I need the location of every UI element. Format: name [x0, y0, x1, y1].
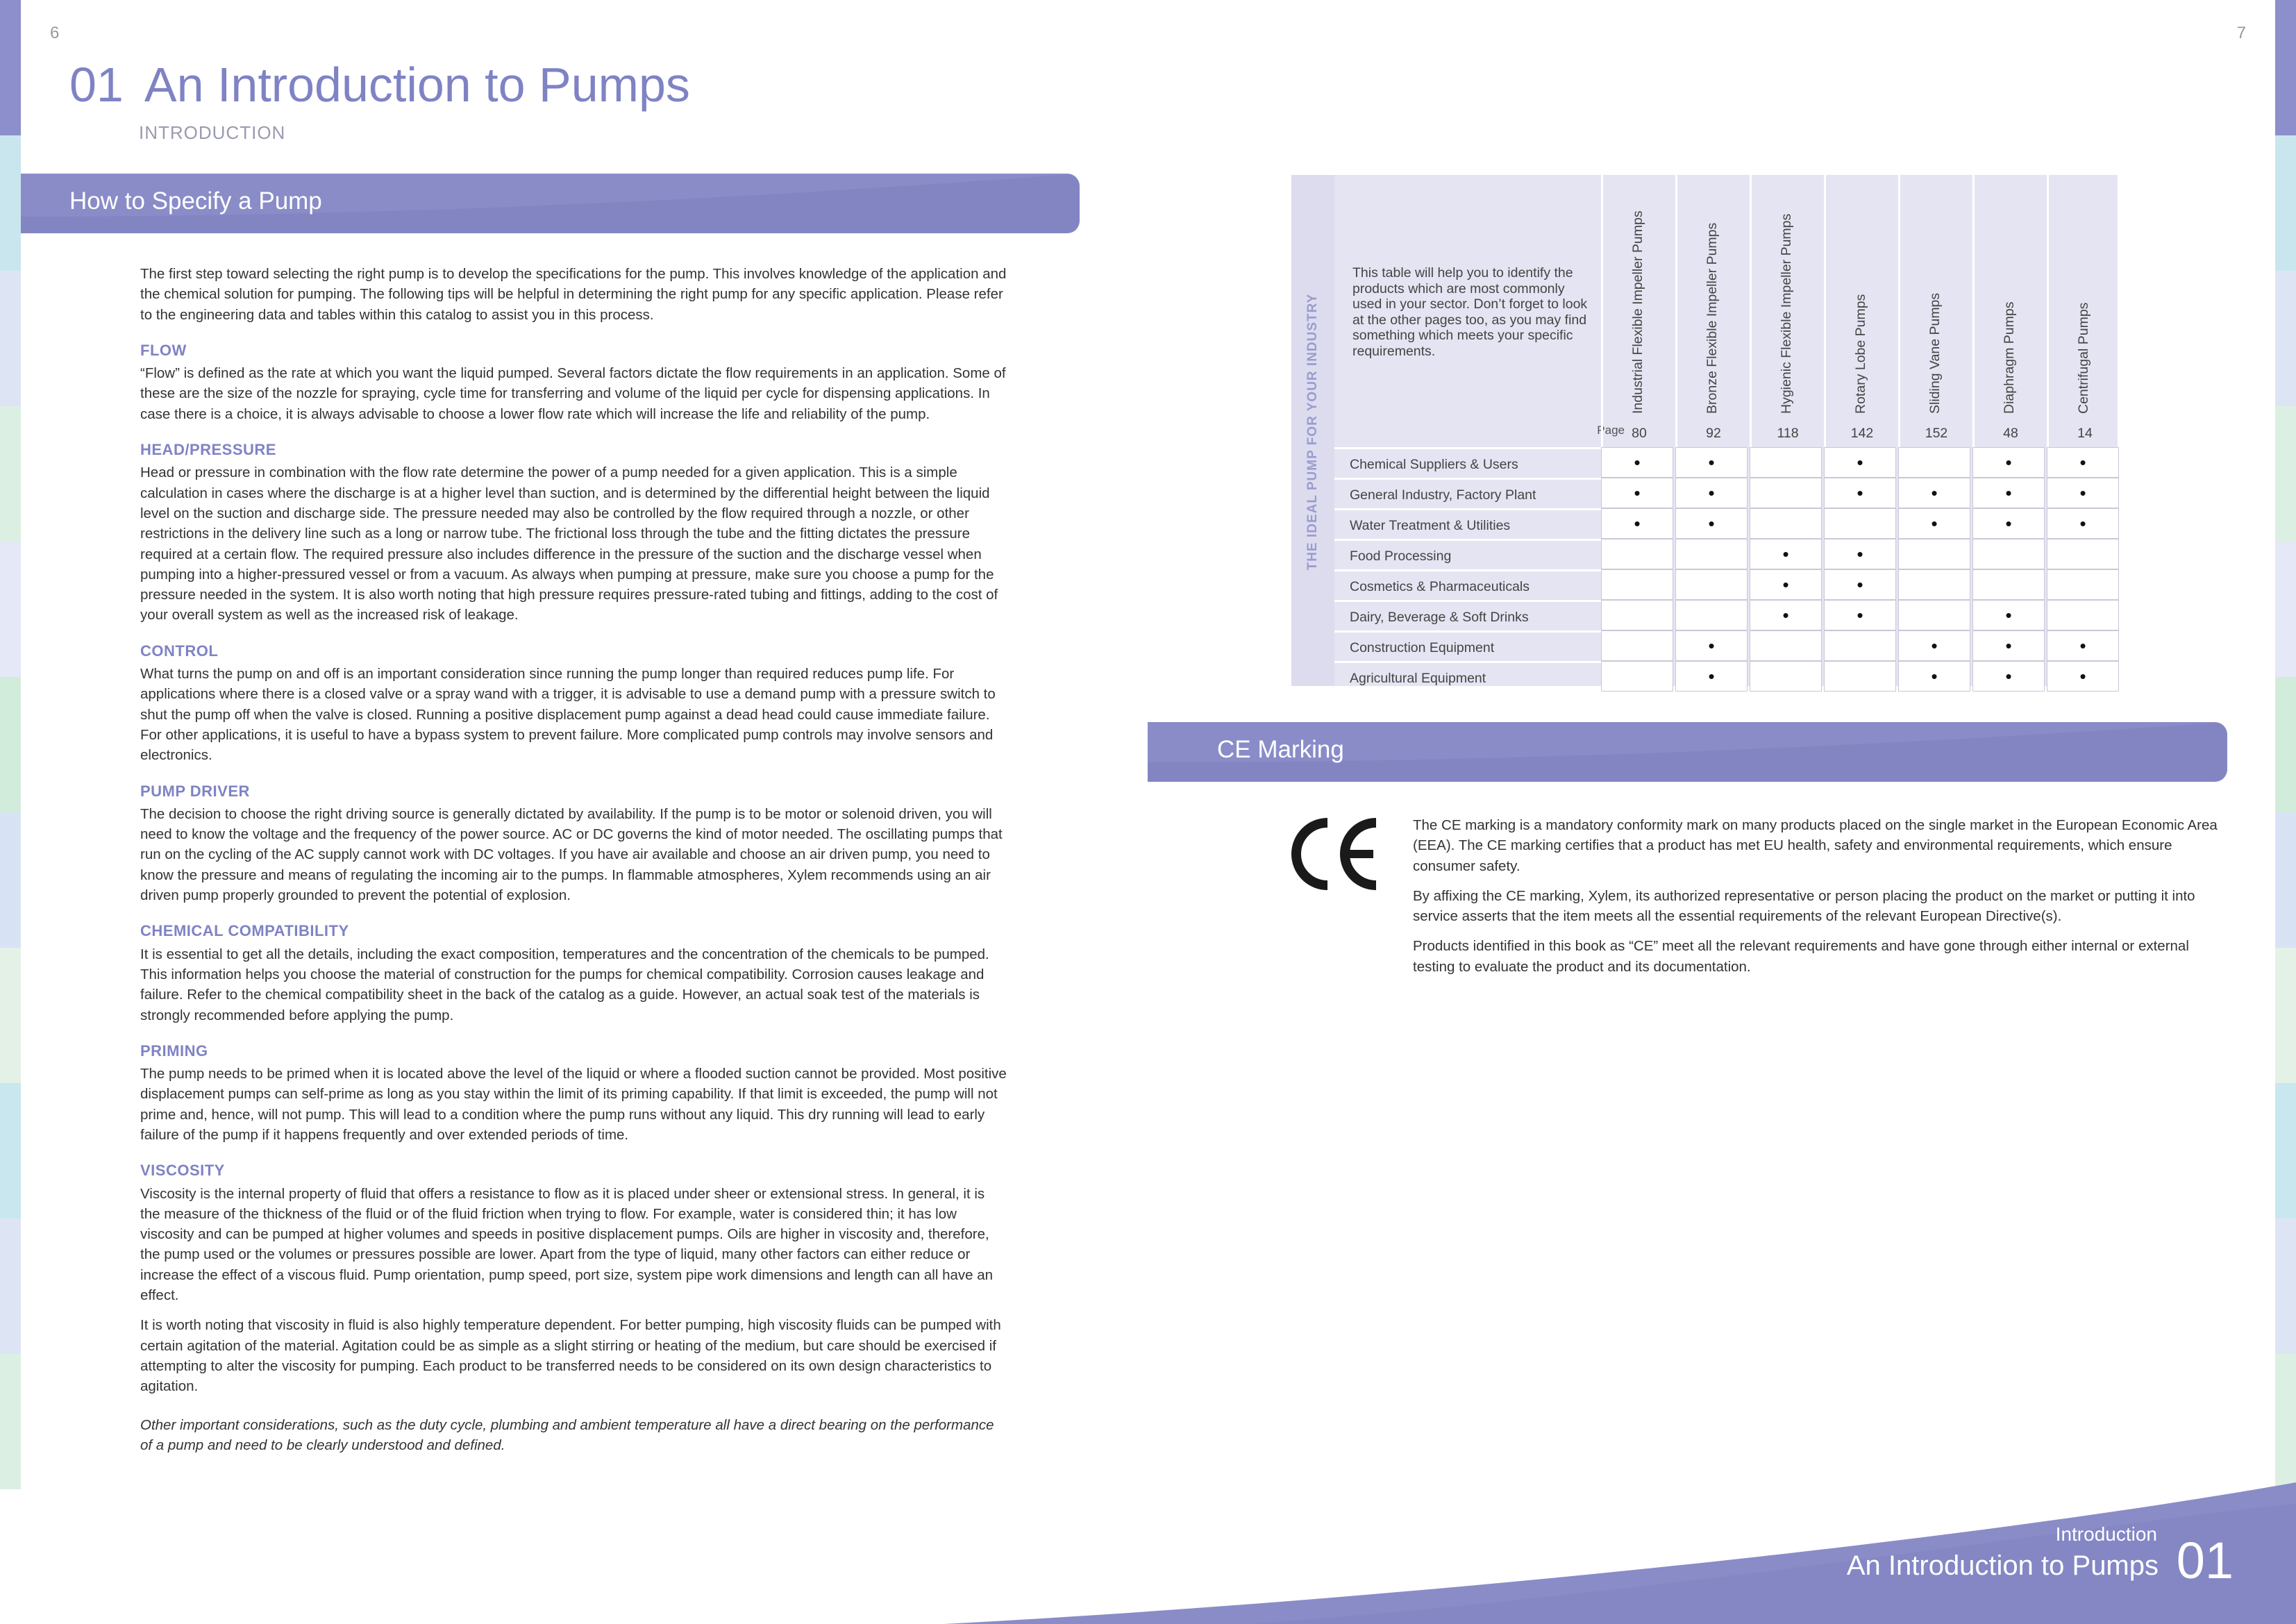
table-cell: [2047, 600, 2119, 630]
table-cell: •: [1750, 600, 1822, 630]
section-banner-specify: [21, 174, 1080, 233]
table-row-label: Chemical Suppliers & Users: [1334, 447, 1601, 478]
column-header-label: Industrial Flexible Impeller Pumps: [1630, 210, 1645, 414]
column-header: [1972, 175, 2047, 419]
table-cell: •: [1601, 508, 1673, 539]
intro-paragraph: The first step toward selecting the right pump is to develop the specifications for the pump. This involves knowledge of the application and the chemical solution for pumping. The following tips will be helpful in determining the right pump for any specific application. Please refer to the engineering data and tables within this catalog to assist you in this process.: [140, 266, 1007, 323]
section-paragraph: What turns the pump on and off is an important consideration since running the pump longer than required reduces pump life. For applications where there is a closed valve or a spray wand with a trigger, it is advisable to use a demand pump with a pressure switch to shut the pump off when the valve is closed. Running a positive displacement pump against a dead head could cause immediate failure. For other applications, it is useful to have a bypass system to prevent failure. More complicated pump controls may involve sensors and electronics.: [140, 666, 996, 764]
table-cell: •: [1601, 478, 1673, 508]
table-side-panel: [1291, 175, 1334, 686]
table-cell: [1750, 447, 1822, 478]
table-cell: •: [1898, 478, 1970, 508]
column-header: [1601, 175, 1675, 419]
table-cell: [1750, 508, 1822, 539]
column-page-number: 118: [1750, 419, 1824, 447]
table-cell: •: [1898, 661, 1970, 692]
table-cell: •: [1972, 447, 2045, 478]
table-cell: •: [1675, 447, 1748, 478]
table-cell: •: [1675, 630, 1748, 661]
table-cell: •: [1824, 600, 1896, 630]
column-header-label: Hygienic Flexible Impeller Pumps: [1779, 213, 1794, 414]
table-row-label: Water Treatment & Utilities: [1334, 508, 1601, 539]
table-cell: •: [1675, 661, 1748, 692]
spec-sections: [140, 340, 1008, 1397]
table-cell: [1601, 569, 1673, 600]
section-heading: CHEMICAL COMPATIBILITY: [140, 922, 349, 940]
table-intro: This table will help you to identify the products which are most commonly used in your sector. Don’t forget to look at the other pages too, as you may find something which meets your specific requirements.: [1352, 265, 1588, 359]
table-row-label: General Industry, Factory Plant: [1334, 478, 1601, 508]
table-cell: •: [1898, 508, 1970, 539]
table-cell: •: [1972, 661, 2045, 692]
table-cell: •: [2047, 661, 2119, 692]
table-row-label: Construction Equipment: [1334, 630, 1601, 661]
table-cell: [1824, 630, 1896, 661]
section-heading: VISCOSITY: [140, 1162, 225, 1180]
section-banner-title: How to Specify a Pump: [69, 187, 322, 215]
column-page-number: 80: [1601, 419, 1675, 447]
table-cell: [1824, 508, 1896, 539]
column-header: [1824, 175, 1898, 419]
section-paragraph: It is worth noting that viscosity in fluid is also highly temperature dependent. For better pumping, high viscosity fluids can be pumped with certain agitation of the material. Agitation could be as simple as a slight stirring or heating of the medium, but care should be exercised if attempting to alter the viscosity for pumping. Each product to be transferred needs to be considered on its own design characteristics to agitation.: [140, 1317, 1001, 1395]
table-side-title: THE IDEAL PUMP FOR YOUR INDUSTRY: [1305, 293, 1320, 571]
column-header-label: Diaphragm Pumps: [2002, 301, 2017, 414]
table-cell: [1675, 600, 1748, 630]
table-cell: •: [1824, 539, 1896, 569]
column-page-number: 142: [1824, 419, 1898, 447]
ce-paragraph: By affixing the CE marking, Xylem, its authorized representative or person placing the product on the market or putting it into service asserts that the item meets all the essential requirements of the relevant European Directive(s).: [1413, 887, 2195, 925]
page-number-right: 7: [2236, 24, 2246, 42]
footer-label: Introduction: [2055, 1523, 2157, 1545]
table-cell: •: [1972, 478, 2045, 508]
section-paragraph: The decision to choose the right driving source is generally dictated by availability. If the pump is to be motor or solenoid driven, you will need to know the voltage and the frequency of the power source. AC or DC governs the kind of motor needed. The oscillating pumps that run on the cycling of the AC supply cannot work with DC voltages. If you have air available and choose an air driven pump, you need to know the pressure and means of regulating the incoming air to the pumps. In flammable atmospheres, Xylem recommends using an air driven pump properly grounded to prevent the potential of explosion.: [140, 805, 1003, 904]
section-heading: PUMP DRIVER: [140, 782, 250, 800]
table-cell: [1601, 539, 1673, 569]
table-cell: •: [1898, 630, 1970, 661]
section-paragraph: Viscosity is the internal property of fluid that offers a resistance to flow as it is placed under sheer or extensional stress. In general, it is the measure of the thickness of the fluid or of the fluid friction when trying to flow. For example, water is considered thin; it has low viscosity and can be pumped at higher volumes and speeds in positive displacement pumps. Oils are higher in viscosity and, therefore, the pump used or the volumes or pressures possible are lower. Apart from the type of liquid, many other factors can either reduce or increase the effect of a viscous fluid. Pump orientation, pump speed, port size, system pipe work dimensions and length can all have an effect.: [140, 1185, 994, 1304]
column-header-label: Centrifugal Pumps: [2076, 302, 2091, 414]
column-page-number: 92: [1675, 419, 1750, 447]
table-cell: •: [2047, 508, 2119, 539]
table-cell: •: [1824, 569, 1896, 600]
table-cell: [1675, 569, 1748, 600]
table-cell: [1898, 569, 1970, 600]
column-page-number: 14: [2047, 419, 2121, 447]
section-heading: HEAD/PRESSURE: [140, 441, 276, 459]
table-cell: [2047, 569, 2119, 600]
ce-mark-logo: [1284, 816, 1382, 896]
section-paragraph: Head or pressure in combination with the flow rate determine the power of a pump needed for a given application. This is a simple calculation in cases where the discharge is at a higher level than suction, and is determined by the differential height between the liquid level on the suction and discharge side. The pressure needed may also be controlled by the flow required through a nozzle, or other restrictions in the delivery line such as a long or narrow tube. The frictional loss through the tube and the fitting dictates the pressure required at a certain flow. The required pressure also includes difference in the pressure of the suction and the discharge vessel when pumping into a higher-pressured vessel or from a vacuum. As always when pumping at pressure, make sure you choose a pump for the pressure needed in the system. It is also worth noting that high pressure requires pressure-rated tubing and fittings, adding to the cost of your overall system as well as the increased risk of leakage.: [140, 464, 998, 623]
table-cell: •: [2047, 478, 2119, 508]
column-page-number: 48: [1972, 419, 2047, 447]
chapter-title-text: An Introduction to Pumps: [144, 58, 690, 112]
page-label: Page: [1597, 424, 1625, 437]
table-cell: [1675, 539, 1748, 569]
column-header: [1675, 175, 1750, 419]
chapter-title: [69, 57, 690, 112]
ce-mark-icon: [1284, 816, 1382, 892]
ce-description: [1413, 815, 2225, 987]
table-cell: •: [1972, 600, 2045, 630]
table-cell: •: [1675, 478, 1748, 508]
table-row-label: Food Processing: [1334, 539, 1601, 569]
table-cell: •: [1675, 508, 1748, 539]
table-cell: •: [1601, 447, 1673, 478]
table-cell: •: [1972, 630, 2045, 661]
specify-body: [140, 264, 1008, 1465]
section-paragraph: It is essential to get all the details, including the exact composition, temperatures and the concentration of the chemicals to be pumped. This information helps you choose the material of construction for the pumps for chemical compatibility. Corrosion causes leakage and failure. Refer to the chemical compatibility sheet in the back of the catalog as a guide. However, an actual soak test of the materials is strongly recommended before applying the pump.: [140, 946, 989, 1023]
section-paragraph: “Flow” is defined as the rate at which you want the liquid pumped. Several factors dictate the flow requirements in an application. Some of these are the size of the nozzle for spraying, cycle time for transferring and volume of the liquid per cycle for dispensing applications. In case there is a choice, it is always advisable to choose a lower flow rate which will increase the life and reliability of the pump.: [140, 365, 1006, 422]
table-cell: [1972, 569, 2045, 600]
column-header-label: Sliding Vane Pumps: [1927, 292, 1943, 414]
table-cell: •: [1750, 539, 1822, 569]
column-header-label: Bronze Flexible Impeller Pumps: [1704, 222, 1720, 414]
chapter-subtitle: INTRODUCTION: [139, 122, 286, 143]
table-cell: [1601, 630, 1673, 661]
closing-note: Other important considerations, such as the duty cycle, plumbing and ambient temperature all have a direct bearing on the performance of a pump and need to be clearly understood and defined.: [140, 1416, 994, 1453]
table-cell: [1750, 661, 1822, 692]
table-cell: [1898, 447, 1970, 478]
table-cell: •: [1750, 569, 1822, 600]
industry-pump-table: [1291, 175, 2118, 686]
table-cell: [2047, 539, 2119, 569]
table-cell: •: [2047, 630, 2119, 661]
table-cell: [1972, 539, 2045, 569]
table-cell: [1601, 600, 1673, 630]
section-paragraph: The pump needs to be primed when it is located above the level of the liquid or where a flooded suction cannot be provided. Most positive displacement pumps can self-prime as long as you stay within the limit of its priming capability. If that limit is exceeded, the pump will not prime and, hence, will not pump. This will lead to a condition where the pump runs without any liquid. This dry running will lead to early failure of the pump if it happens frequently and over extended periods of time.: [140, 1066, 1007, 1143]
ce-paragraph: Products identified in this book as “CE” meet all the relevant requirements and have gone through either internal or external testing to evaluate the product and its documentation.: [1413, 938, 2189, 975]
left-color-stripe: [0, 0, 21, 1486]
ce-paragraph: The CE marking is a mandatory conformity mark on many products placed on the single market in the European Economic Area (EEA). The CE marking certifies that a product has met EU health, safety and environmental requirements, which ensure consumer safety.: [1413, 817, 2218, 874]
chapter-number: 01: [69, 58, 124, 112]
column-header: [2047, 175, 2121, 419]
column-header: [1750, 175, 1824, 419]
table-cell: •: [1972, 508, 2045, 539]
table-cell: [1601, 661, 1673, 692]
table-cell: [1898, 539, 1970, 569]
table-cell: •: [1824, 478, 1896, 508]
section-heading: FLOW: [140, 341, 187, 359]
footer-chapter-number: 01: [2176, 1532, 2234, 1589]
section-heading: CONTROL: [140, 642, 219, 660]
table-cell: [1824, 661, 1896, 692]
table-row-label: Agricultural Equipment: [1334, 661, 1601, 692]
table-cell: [1750, 630, 1822, 661]
table-cell: •: [2047, 447, 2119, 478]
section-heading: PRIMING: [140, 1041, 208, 1060]
right-color-stripe: [2275, 0, 2296, 1486]
page-number-left: 6: [50, 24, 60, 42]
table-cell: [1898, 600, 1970, 630]
column-page-number: 152: [1898, 419, 1972, 447]
table-row-label: Cosmetics & Pharmaceuticals: [1334, 569, 1601, 600]
section-banner-ce: [1148, 722, 2227, 782]
column-header-label: Rotary Lobe Pumps: [1853, 294, 1868, 414]
footer-title: An Introduction to Pumps: [1846, 1550, 2159, 1581]
table-cell: •: [1824, 447, 1896, 478]
table-row-label: Dairy, Beverage & Soft Drinks: [1334, 600, 1601, 630]
ce-banner-title: CE Marking: [1217, 736, 1344, 763]
column-header: [1898, 175, 1972, 419]
table-cell: [1750, 478, 1822, 508]
